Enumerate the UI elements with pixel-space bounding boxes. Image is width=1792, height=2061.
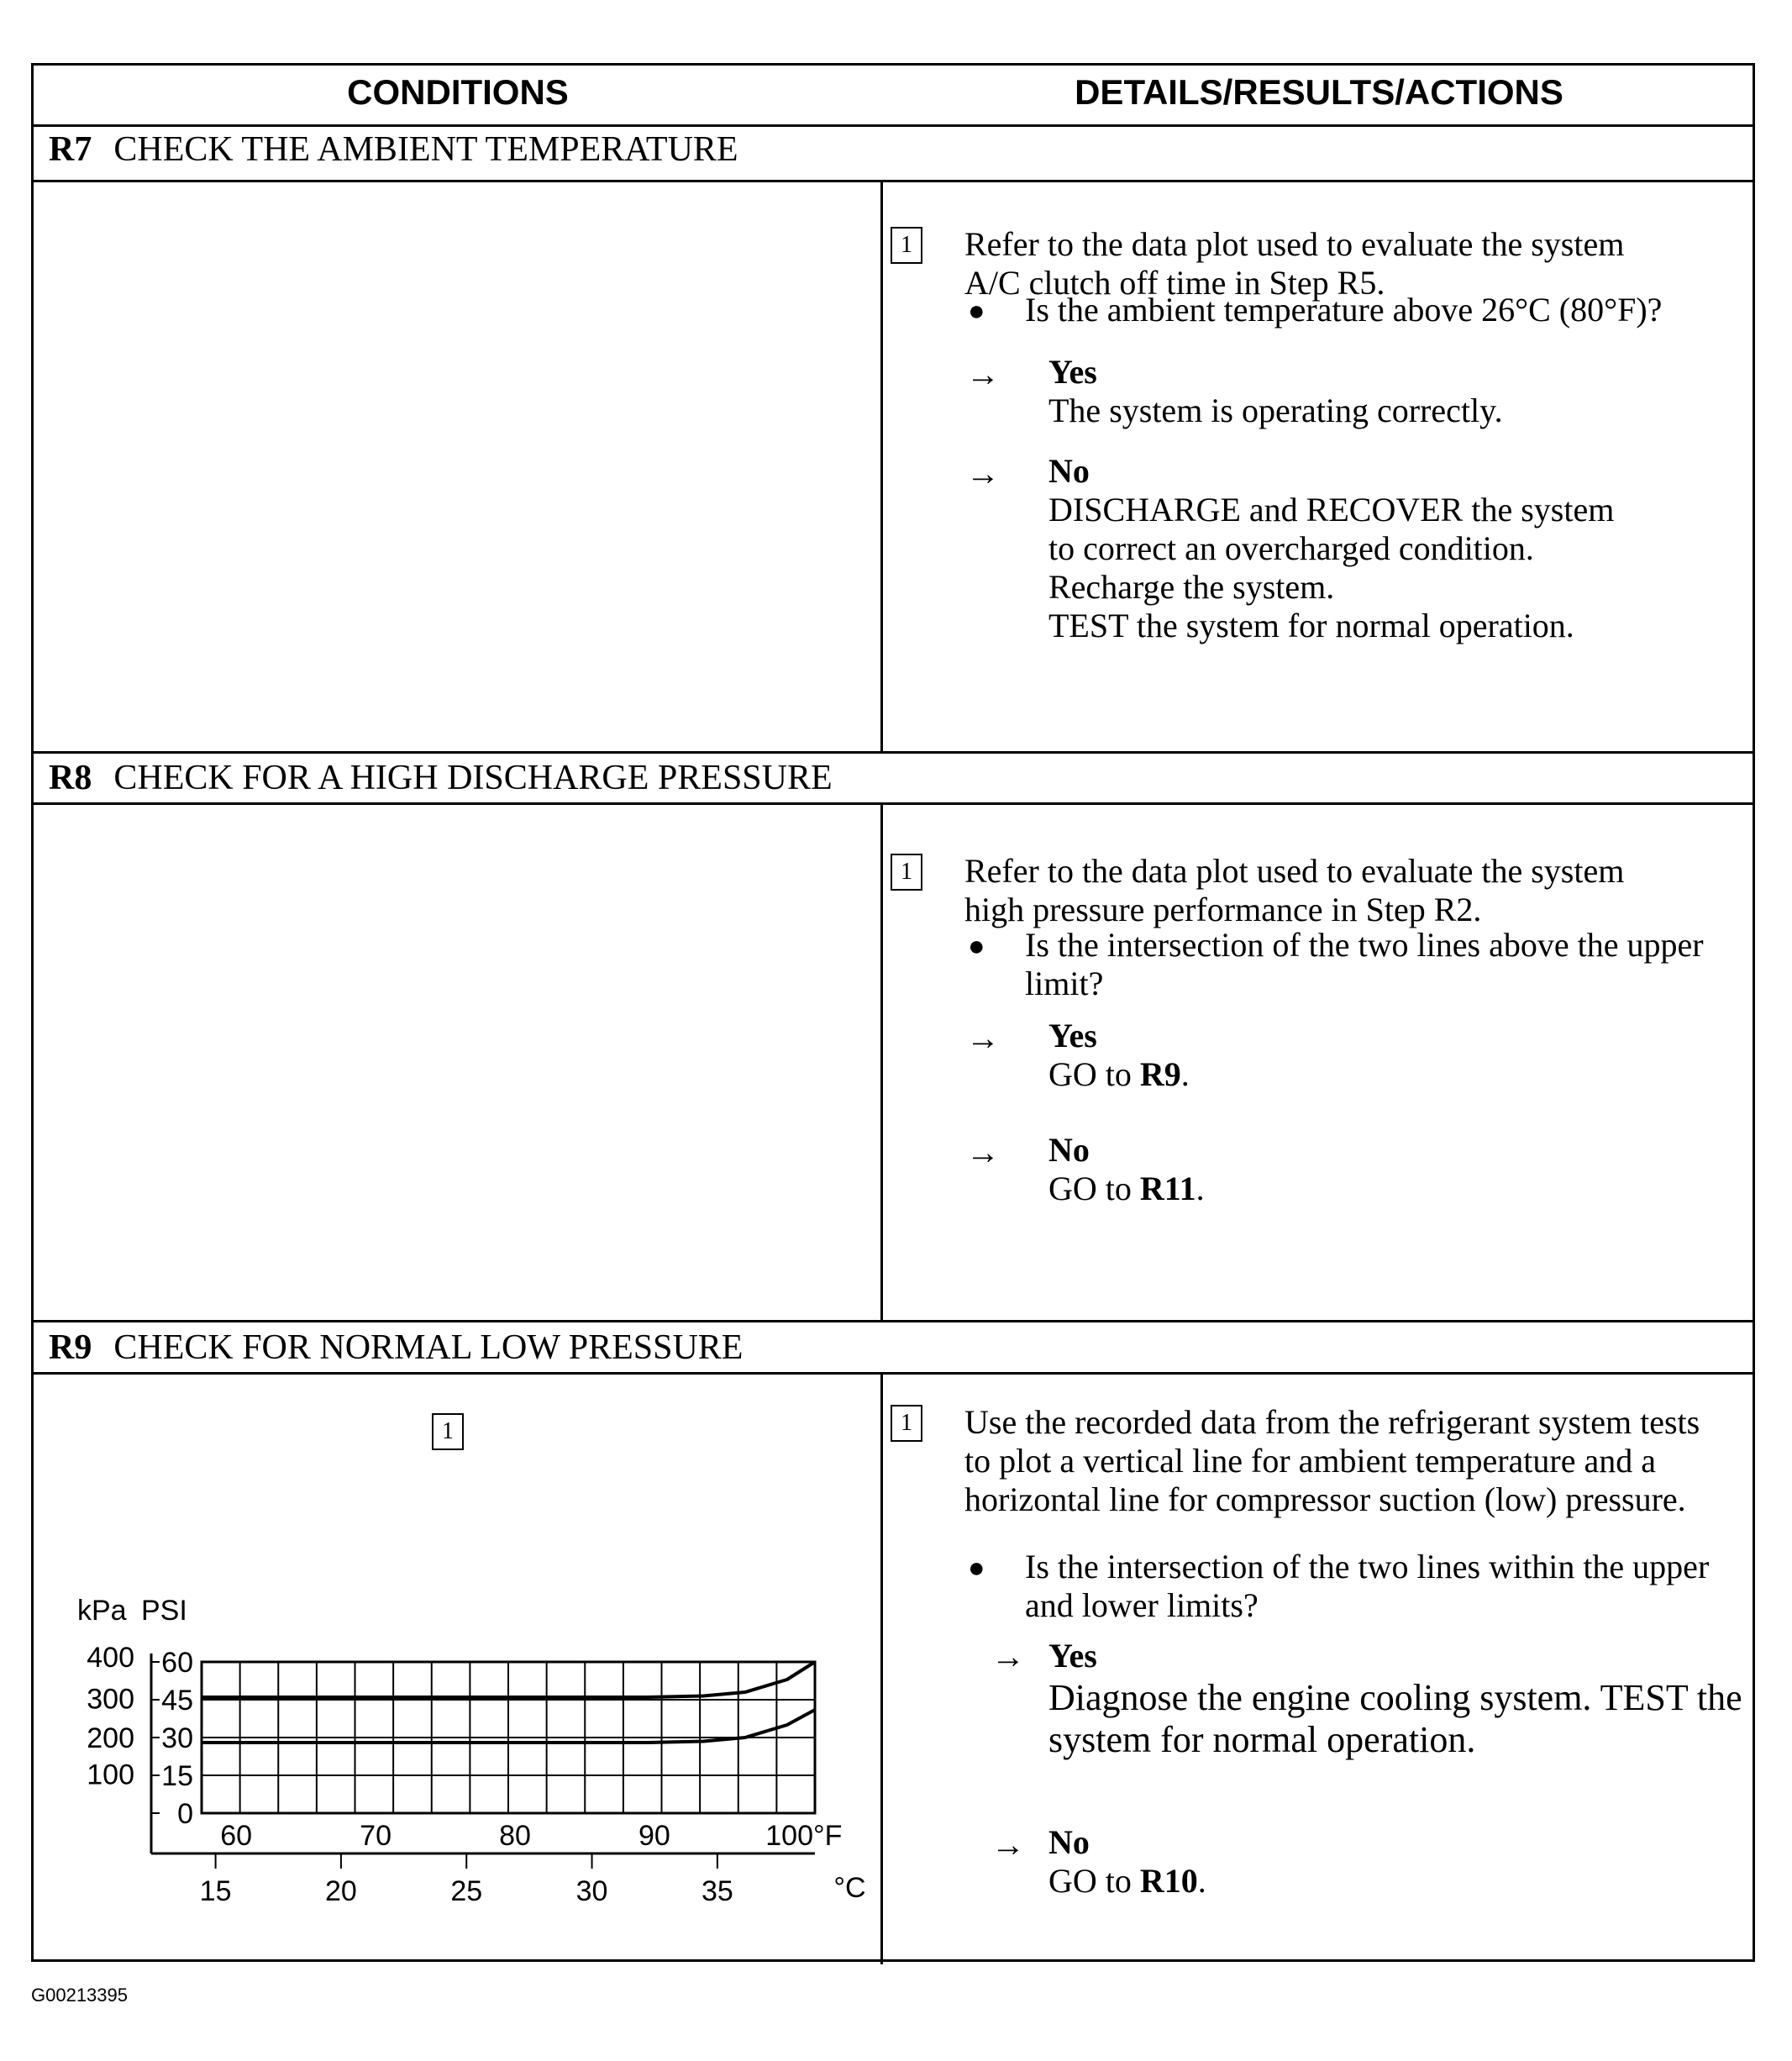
- unit-label-psi: PSI: [141, 1595, 187, 1627]
- yes-label: Yes: [1048, 1637, 1097, 1675]
- no-line: to correct an overcharged condition.: [1048, 529, 1534, 567]
- bullet: ●: [968, 296, 985, 327]
- yes-prefix: GO to: [1048, 1055, 1140, 1093]
- column-divider: [880, 802, 883, 1320]
- y-tick-label-kpa: 300: [87, 1683, 134, 1716]
- y-tick-label-psi: 60: [161, 1647, 193, 1679]
- divider: [34, 1372, 1753, 1375]
- unit-label-kpa: kPa: [77, 1595, 127, 1627]
- step-number: R9: [49, 1328, 92, 1367]
- details-header: DETAILS/RESULTS/ACTIONS: [1075, 72, 1563, 112]
- x-tick-label-f: 70: [360, 1820, 392, 1852]
- no-line: DISCHARGE and RECOVER the system: [1048, 491, 1615, 528]
- diagnostic-table: [31, 63, 1755, 1962]
- reference-box: 1: [891, 854, 922, 891]
- no-label: No: [1048, 1823, 1090, 1861]
- no-line: TEST the system for normal operation.: [1048, 607, 1574, 644]
- no-label: No: [1048, 1131, 1090, 1169]
- bullet: ●: [968, 931, 985, 962]
- x-tick-label-f: 80: [499, 1820, 531, 1852]
- r8-yes: [1048, 1017, 1687, 1094]
- x-tick-label-c: 25: [450, 1875, 483, 1907]
- x-tick-label-c: 35: [701, 1875, 733, 1907]
- yes-suffix: .: [1180, 1055, 1190, 1093]
- x-tick-label-f: 100°F: [765, 1820, 843, 1852]
- yes-text: Diagnose the engine cooling system. TEST the system for normal operation.: [1048, 1677, 1742, 1760]
- x-unit-label-c: °C: [833, 1872, 866, 1904]
- reference-box: 1: [891, 1405, 922, 1442]
- y-tick-label-psi: 45: [161, 1685, 193, 1717]
- r7-question: Is the ambient temperature above 26°C (80°F)?: [1025, 291, 1663, 329]
- no-label: No: [1048, 452, 1090, 490]
- r7-yes: [1048, 353, 1687, 430]
- divider: [34, 751, 1753, 754]
- bullet: ●: [968, 1553, 985, 1584]
- yes-text: The system is operating correctly.: [1048, 392, 1503, 429]
- no-line: Recharge the system.: [1048, 568, 1335, 606]
- step-title: CHECK FOR A HIGH DISCHARGE PRESSURE: [113, 759, 833, 797]
- r8-no: [1048, 1131, 1687, 1208]
- arrow-icon: →: [966, 455, 1000, 492]
- r9-question: Is the intersection of the two lines within the upper and lower limits?: [1025, 1548, 1710, 1624]
- divider: [34, 1320, 1753, 1322]
- divider: [34, 124, 1753, 127]
- divider: [34, 180, 1753, 182]
- x-tick-label-f: 60: [220, 1820, 253, 1852]
- x-tick-label-f: 90: [638, 1820, 670, 1852]
- divider: [34, 802, 1753, 805]
- r7-intro: Refer to the data plot used to evaluate the system A/C clutch off time in Step R5.: [964, 225, 1625, 302]
- no-suffix: .: [1196, 1170, 1205, 1207]
- arrow-icon: →: [991, 1638, 1025, 1675]
- conditions-header: CONDITIONS: [347, 72, 569, 112]
- r8-title: [49, 758, 833, 798]
- r9-no: [1048, 1823, 1687, 1901]
- pressure-chart: [34, 1494, 874, 1931]
- x-tick-label-c: 20: [324, 1875, 357, 1907]
- y-tick-label-kpa: 100: [87, 1759, 134, 1791]
- r9-yes: [1048, 1635, 1754, 1761]
- r8-intro: Refer to the data plot used to evaluate the system high pressure performance in Step R2.: [964, 852, 1625, 928]
- step-title: CHECK THE AMBIENT TEMPERATURE: [113, 130, 738, 169]
- y-tick-label-psi: 15: [161, 1760, 193, 1792]
- arrow-icon: →: [966, 355, 1000, 393]
- arrow-icon: →: [966, 1133, 1000, 1171]
- arrow-icon: →: [991, 1826, 1025, 1864]
- no-prefix: GO to: [1048, 1862, 1140, 1900]
- x-tick-label-c: 30: [575, 1875, 608, 1907]
- no-prefix: GO to: [1048, 1170, 1140, 1207]
- no-target: R11: [1139, 1170, 1196, 1207]
- figure-reference-box: 1: [432, 1413, 464, 1450]
- reference-box: 1: [891, 227, 922, 264]
- no-target: R10: [1139, 1862, 1198, 1900]
- step-number: R7: [49, 130, 92, 169]
- no-suffix: .: [1197, 1862, 1206, 1900]
- arrow-icon: →: [966, 1019, 1000, 1057]
- step-title: CHECK FOR NORMAL LOW PRESSURE: [113, 1328, 744, 1367]
- r7-no: [1048, 452, 1721, 645]
- y-tick-label-kpa: 400: [87, 1642, 134, 1674]
- r8-question: Is the intersection of the two lines above the upper limit?: [1025, 926, 1704, 1002]
- r9-title: [49, 1328, 743, 1368]
- r7-title: [49, 129, 738, 170]
- r9-intro: Use the recorded data from the refrigerant system tests to plot a vertical line for ambient temperature and a horizontal line for compressor suction (low) pressure.: [964, 1403, 1700, 1518]
- yes-target: R9: [1139, 1055, 1181, 1093]
- figure-code: G00213395: [31, 1985, 128, 2006]
- yes-label: Yes: [1048, 353, 1097, 391]
- y-tick-label-psi: 0: [177, 1798, 193, 1830]
- column-divider: [880, 1372, 883, 1964]
- yes-label: Yes: [1048, 1017, 1097, 1054]
- y-tick-label-kpa: 200: [87, 1722, 134, 1754]
- x-tick-label-c: 15: [199, 1875, 232, 1907]
- column-divider: [880, 180, 883, 751]
- step-number: R8: [49, 759, 92, 797]
- y-tick-label-psi: 30: [161, 1722, 193, 1754]
